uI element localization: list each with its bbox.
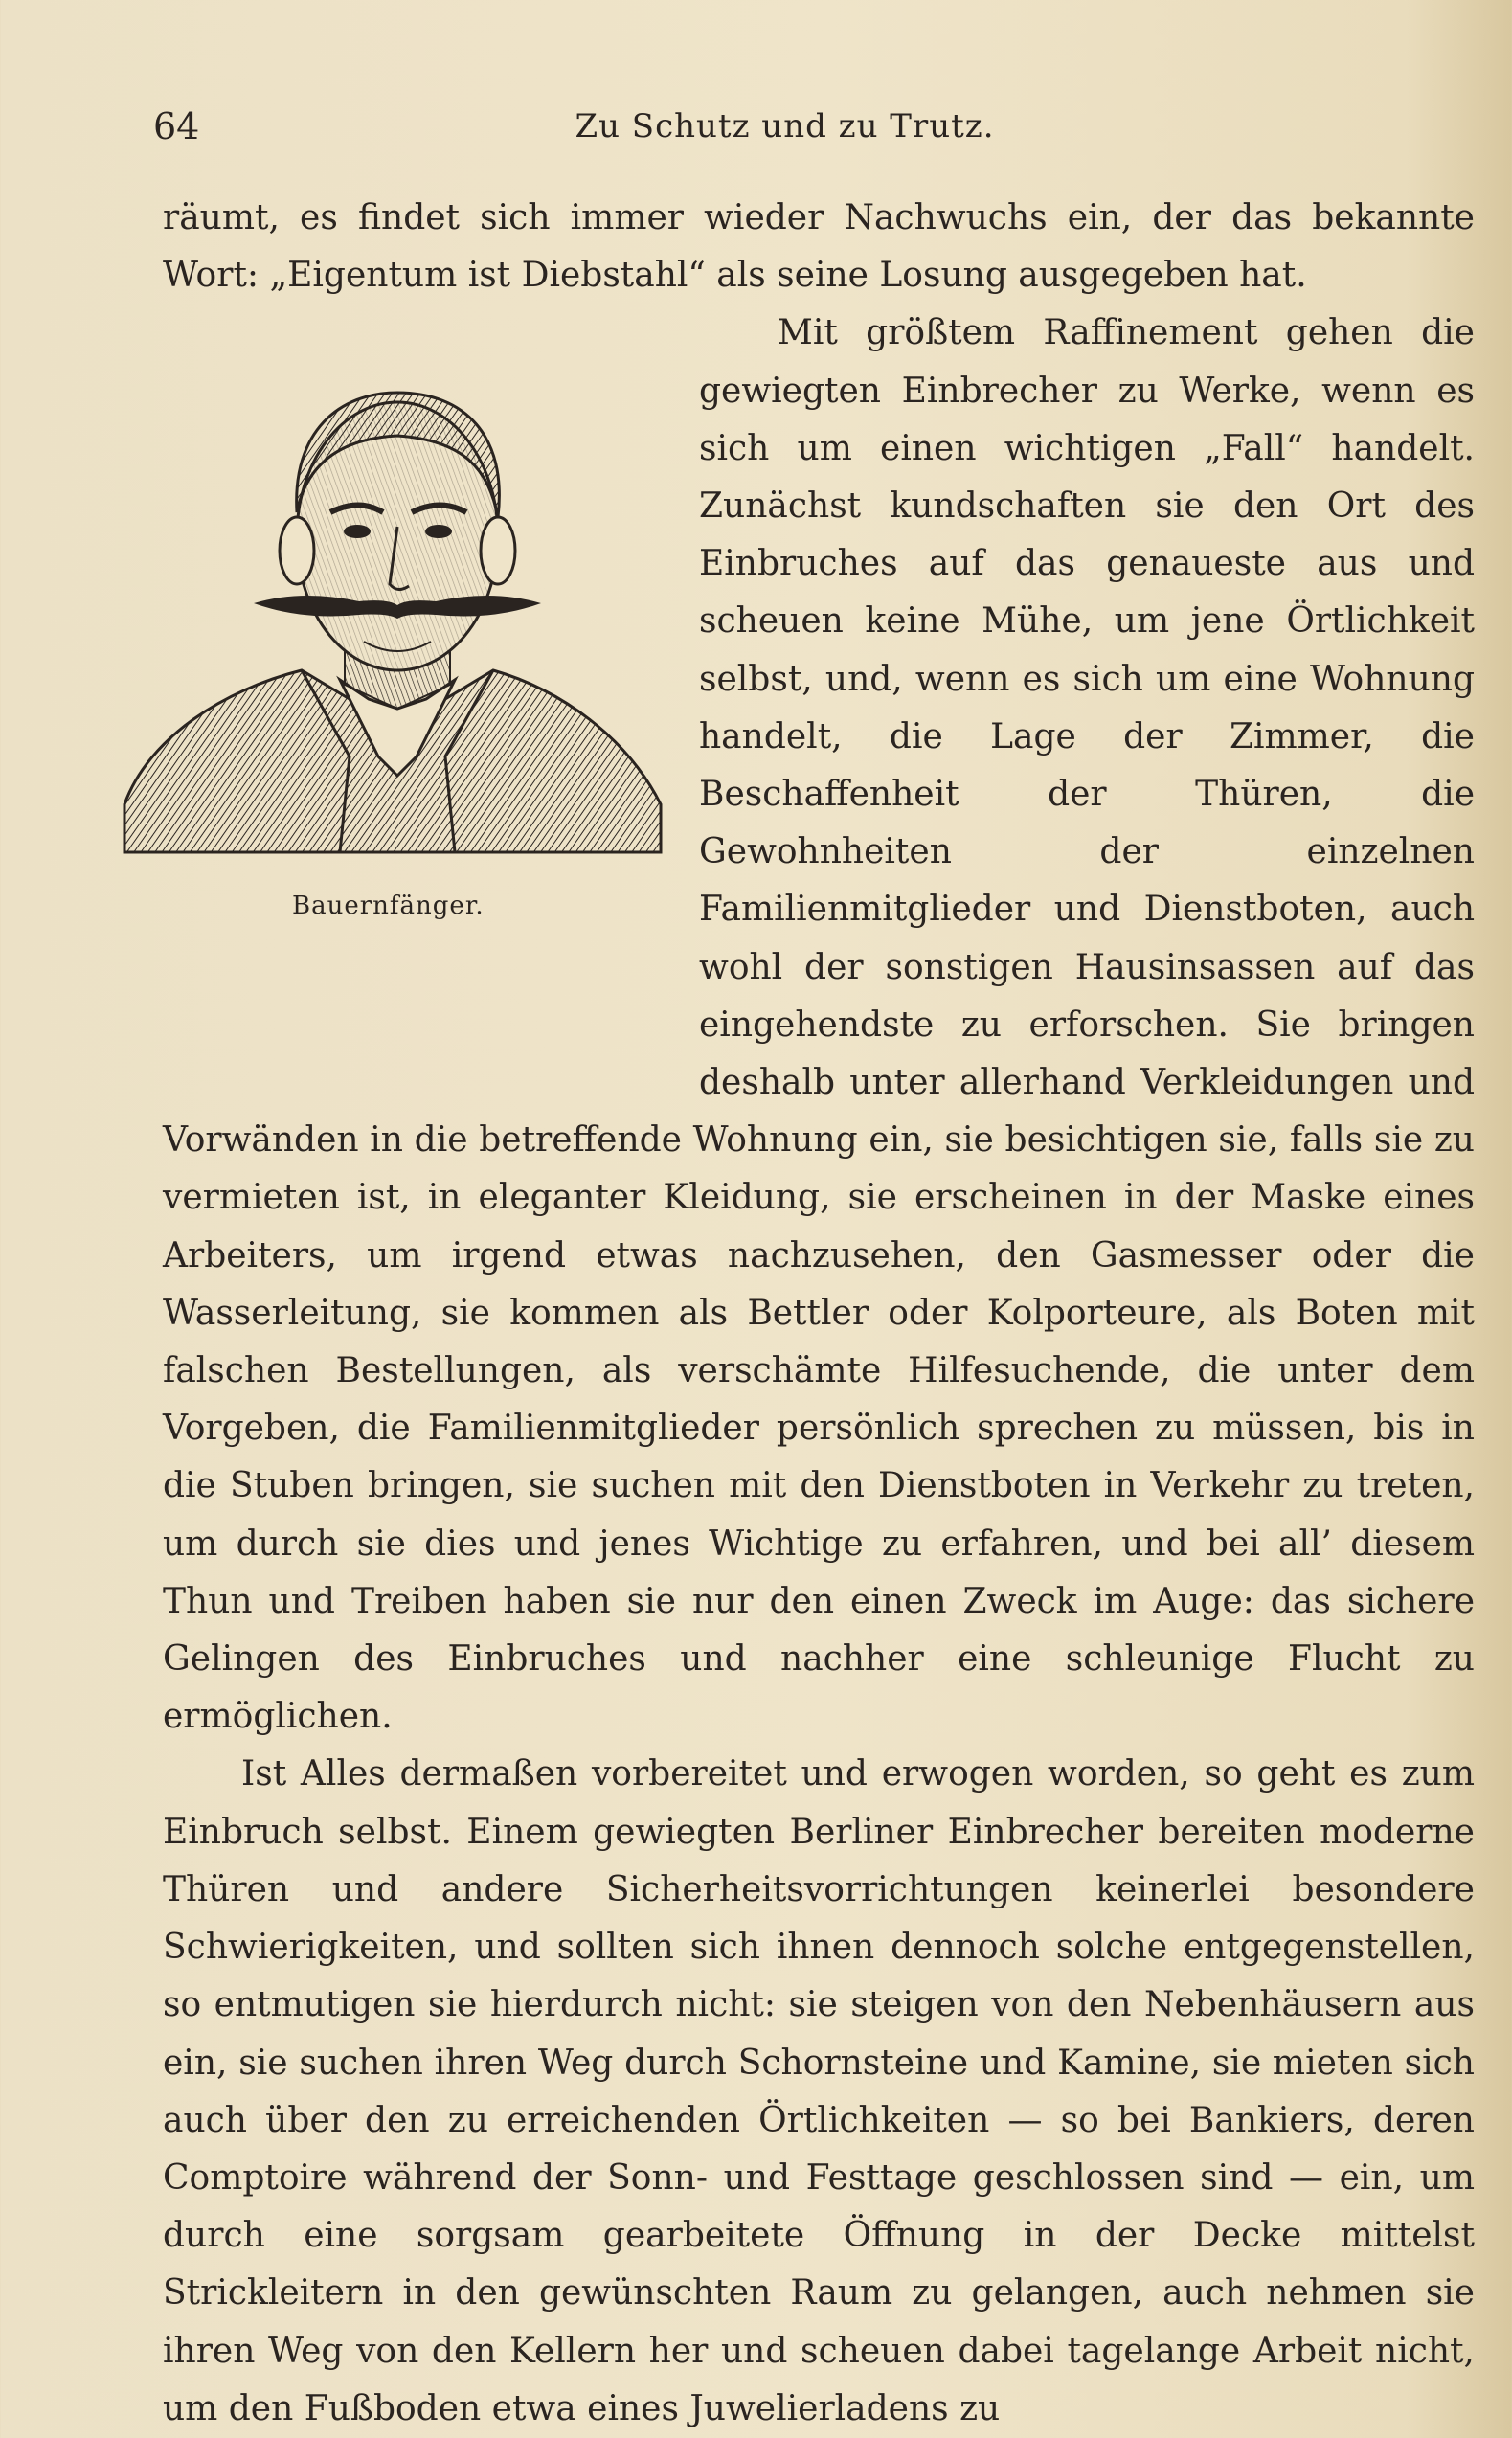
page-header <box>153 105 1416 163</box>
paragraph-einbruch: Ist Alles dermaßen vorbereitet und erwogen worden, so geht es zum Einbruch selbst. Einem gewiegten Berliner Einbrecher bereiten moderne Thüren und andere Sicherheitsvorrichtungen keinerlei besondere Schwierigkeiten, und sollten sich ihnen dennoch solche entgegenstellen, so entmutigen sie hierdurch nicht: sie steigen von den Nebenhäusern aus ein, sie suchen ihren Weg durch Schornsteine und Kamine, sie mieten sich auch über den zu erreichenden Örtlichkeiten — so bei Bankiers, deren Comptoire während der Sonn- und Festtage geschlossen sind — ein, um durch eine sorgsam gearbeitete Öffnung in der Decke mittelst Strickleitern in den gewünschten Raum zu gelangen, auch nehmen sie ihren Weg von den Kellern her und scheuen dabei tagelange Arbeit nicht, um den Fußboden etwa eines Juwelierladens zu <box>163 1754 1475 2428</box>
running-title: Zu Schutz und zu Trutz. <box>575 107 995 146</box>
paragraph-einbrecher: Mit größtem Raffinement gehen die gewiegten Einbrecher zu Werke, wenn es sich um einen wichtigen „Fall“ handelt. Zunächst kundschaften sie den Ort des Einbruches auf das genaueste aus und scheuen keine Mühe, um jene Örtlichkeit selbst, und, wenn es sich um eine Wohnung handelt, die Lage der Zimmer, die Beschaffenheit der Thüren, die Gewohnheiten der einzelnen Familienmitglieder und Dienstboten, auch wohl der sonstigen Hausinsassen auf das eingehendste zu erforschen. Sie bringen deshalb unter allerhand Verkleidungen und Vorwänden in die betreffende Wohnung ein, sie besichtigen sie, falls sie zu vermieten ist, in eleganter Kleidung, sie erscheinen in der Maske eines Arbeiters, um irgend etwas nachzusehen, den Gasmesser oder die Wasserleitung, sie kommen als Bettler oder Kolporteure, als Boten mit falschen Bestellungen, als verschämte Hilfesuchende, die unter dem Vorgeben, die Familienmitglieder persönlich sprechen zu müssen, bis in die Stuben bringen, sie suchen mit den Dienstboten in Verkehr zu treten, um durch sie dies und jenes Wichtige zu erfahren, und bei all’ diesem Thun und Treiben haben sie nur den einen Zweck im Auge: das sichere Gelingen des Einbruches und nachher eine schleunige Flucht zu ermöglichen. <box>163 313 1475 1737</box>
paragraph-continued: räumt, es findet sich immer wieder Nachwuchs ein, der das bekannte Wort: „Eigentum ist Diebstahl“ als seine Losung ausgegeben hat. <box>163 198 1475 296</box>
figure-caption: Bauernfänger. <box>292 892 485 921</box>
figure-portrait <box>163 305 699 1092</box>
page-number: 64 <box>153 105 200 147</box>
portrait-engraving-icon <box>110 354 675 871</box>
page-body <box>163 190 1475 2438</box>
